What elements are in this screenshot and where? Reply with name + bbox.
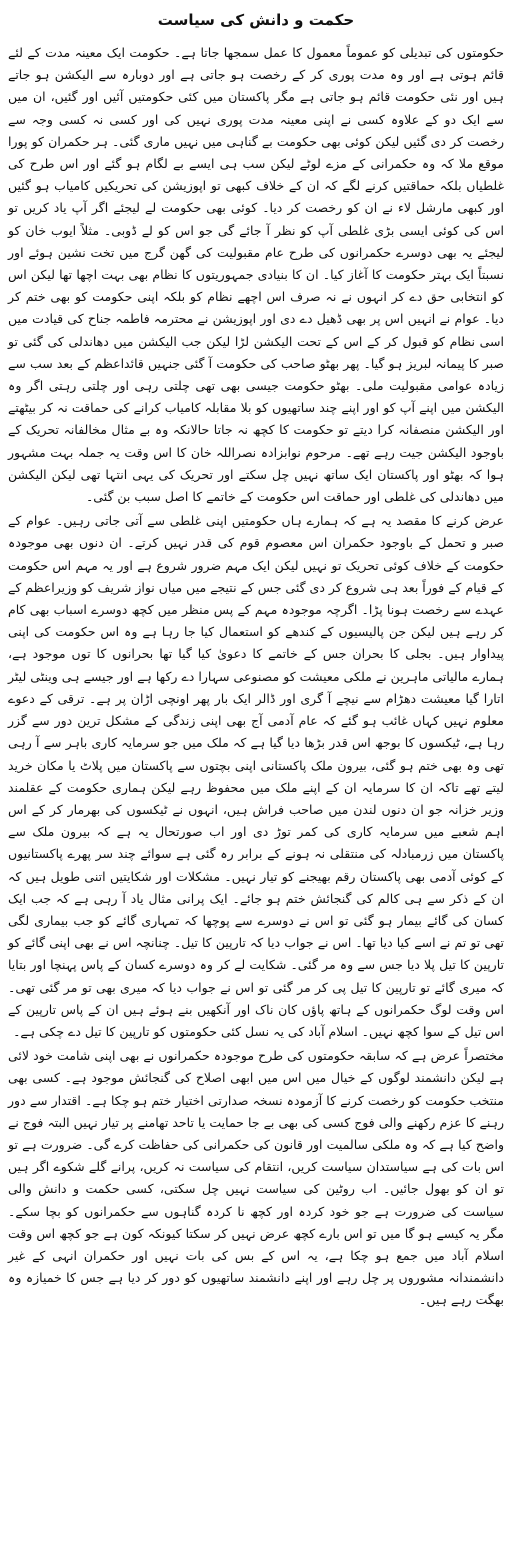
- article-paragraph-3: مختصراً عرض ہے کہ سابقہ حکومتوں کی طرح موجودہ حکمرانوں نے بھی اپنی شامت خود لائی ہے لیکن دانشمند لوگوں کے خیال میں اس میں ابھی اصلاح کی گنجائش موجود ہے۔ کسی بھی منتخب حکومت کو رخصت کرنے کا آزمودہ نسخہ صدارتی اختیار ختم ہو چکا ہے۔ اقتدار سے دور رہنے کا عزم رکھنے والی فوج کسی کی بھی بے جا حمایت یا تاحد تھامنے پر تیار نہیں البتہ فوج نے واضح کیا ہے کہ وہ ملکی سالمیت اور قانون کی حکمرانی کی حفاظت کرے گی۔ ضرورت ہے تو اس بات کی ہے سیاستدان سیاست کریں، انتقام کی سیاست نہ کریں، پرانے گلے شکوے اگر ہیں تو ان کو بھول جائیں۔ اب روٹین کی سیاست نہیں چل سکتی، کسی حکمت و دانش والی سیاست کی ضرورت ہے جو خود کردہ اور کچھ نا کردہ گناہوں سے حکمرانوں کو بچا سکے۔ مگر یہ کیسے ہو گا میں تو اس بارے کچھ عرض نہیں کر سکتا کیونکہ کون ہے جو کچھ اس وقت اسلام آباد میں جمع ہو چکا ہے، یہ اس کے بس کی بات نہیں اور حکمران انہی کے غیر دانشمندانہ مشوروں پر چل رہے اور اپنے دانشمند ساتھیوں کو دور کر دیا ہے جس کا خمیازہ وہ بھگت رہے ہیں۔: [8, 1048, 504, 1308]
- article-title: حکمت و دانش کی سیاست: [157, 11, 355, 29]
- article-body: [8, 42, 504, 1312]
- article-paragraph-2: عرض کرنے کا مقصد یہ ہے کہ ہمارے ہاں حکومتیں اپنی غلطی سے آتی جاتی رہیں۔ عوام کے صبر و تحمل کے باوجود حکمران اس معصوم قوم کی قدر نہیں کرتے۔ ان دنوں بھی موجودہ حکومت کے خلاف کوئی تحریک تو نہیں لیکن ایک مہم ضرور شروع ہے اور یہ مہم اس حکومت کے قیام کے فوراً بعد ہی شروع کر دی گئی جس کے نتیجے میں میاں نواز شریف کو وزیراعظم کے عہدے سے رخصت ہونا پڑا۔ اگرچہ موجودہ مہم کے پس منظر میں کچھ دوسرے اسباب بھی کام کر رہے ہیں لیکن جن پالیسیوں کے کندھے کو استعمال کیا جا رہا ہے وہ اس حکومت کی اپنی پیداوار ہیں۔ بجلی کا بحران جس کے خاتمے کا دعویٰ کیا گیا تھا بحرانوں کا توں موجود ہے، ہمارے مالیاتی ماہرین نے ملکی معیشت کو مصنوعی سہارا دے رکھا ہے اور جیسے ہی وینٹی لیٹر اتارا گیا معیشت دھڑام سے نیچے آ گری اور ڈالر ایک بار پھر اونچی اڑان پر ہے۔ ترقی کے دعوے معلوم نہیں کہاں غائب ہو گئے کہ عام آدمی آج بھی اپنی زندگی کے مشکل ترین دور سے گزر رہا ہے، ٹیکسوں کا بوجھ اس قدر بڑھا دیا گیا ہے کہ ملک میں جو سرمایہ کاری باہر سے آ رہی تھی وہ بھی ختم ہو گئی، بیرون ملک پاکستانی اپنی بچتوں سے پاکستان میں پلاٹ یا مکان خرید لیتے تھے تاکہ ان کا سرمایہ ان کے اپنے ملک میں محفوظ رہے لیکن ہماری حکومت کے عقلمند وزیر خزانہ جو ان دنوں لندن میں صاحب فراش ہیں، انہوں نے ٹیکسوں کی بھرمار کر کے اس اہم شعبے میں سرمایہ کاری کی کمر توڑ دی اور اب صورتحال یہ ہے کہ بیرون ملک سے پاکستان میں زرمبادلہ کی منتقلی نہ ہونے کے برابر رہ گئی ہے سوائے چند سر پھرے پاکستانیوں کے کوئی آدمی بھی پاکستان رقم بھیجنے کو تیار نہیں۔ مشکلات اور شکایتیں اتنی طویل ہیں کہ ان کے ذکر سے ہی کالم کی گنجائش ختم ہو جائے۔ ایک پرانی مثال یاد آ رہی ہے کہ جب ایک کسان کی گائے بیمار ہو گئی تو اس نے دوسرے سے پوچھا کہ تمہاری گائے کو جب بیماری لگی تھی تو تم نے اسے کیا دیا تھا۔ اس نے جواب دیا کہ تارپین کا تیل۔ چنانچہ اس نے بھی اپنی گائے کو تارپین کا تیل پلا دیا جس سے وہ مر گئی۔ شکایت لے کر وہ دوسرے کسان کے پاس پہنچا اور بتایا کہ میری گائے تو تارپین کا تیل پی کر مر گئی تو اس نے جواب دیا کہ میری بھی تو مر گئی تھی۔ اس وقت لوگ حکمرانوں کے ہاتھ پاؤں کان ناک اور آنکھیں بنے ہوئے ہیں ان کے پاس تارپین کے اس تیل کے سوا کچھ نہیں۔ اسلام آباد کی یہ نسل کئی حکومتوں کو تارپین کا تیل دے چکی ہے۔: [8, 513, 504, 1039]
- article-paragraph-1: حکومتوں کی تبدیلی کو عموماً معمول کا عمل سمجھا جاتا ہے۔ حکومت ایک معینہ مدت کے لئے قائم ہوتی ہے اور وہ مدت پوری کر کے رخصت ہو جاتی ہے اور دوبارہ سے الیکشن ہو جاتے ہیں اور نئی حکومت قائم ہو جاتی ہے مگر پاکستان میں کئی حکومتیں آئیں اور گئیں، ان میں سے ایک دو کے علاوہ کسی نے اپنی معینہ مدت پوری نہیں کی اور کسی نہ کسی وجہ سے رخصت کر دی گئیں لیکن کوئی بھی حکومت بے گناہی میں نہیں ماری گئی۔ ہر حکمران کو پورا موقع ملا کہ وہ حکمرانی کے مزے لوٹے لیکن سب ہی ایسے بے لگام ہو گئے اور اس طرح کی غلطیاں بلکہ حماقتیں کرنے لگے کہ ان کے خلاف کبھی تو اپوزیشن کی تحریکیں کامیاب ہو گئیں اور کبھی مارشل لاء نے ان کو رخصت کر دیا۔ کوئی بھی حکومت لے لیجئے اگر آپ یاد کریں تو اس کی کوئی ایسی بڑی غلطی آپ کو نظر آ جائے گی جو اس کو لے ڈوبی۔ مثلاً ایوب خان کو لیجئے یہ بھی دوسرے حکمرانوں کی طرح عام مقبولیت کی گھن گرج میں تخت نشین ہوئے اور نسبتاً ایک بہتر حکومت کا آغاز کیا۔ ان کا بنیادی جمہوریتوں کا نظام بھی بہت اچھا تھا لیکن اس کو انتخابی حق دے کر انہوں نے نہ صرف اس اچھے نظام کو بلکہ اپنی حکومت کو بھی ختم کر دیا۔ عوام نے انہیں اس پر بھی ڈھیل دے دی اور اپوزیشن نے محترمہ فاطمہ جناح کی قیادت میں اسی نظام کو قبول کر کے اس کے تحت الیکشن لڑا لیکن جب الیکشن میں دھاندلی کی گئی تو صبر کا پیمانہ لبریز ہو گیا۔ پھر بھٹو صاحب کی حکومت آ گئی جنہیں قائداعظم کے بعد سب سے زیادہ عوامی مقبولیت ملی۔ بھٹو حکومت جیسی بھی تھی چلتی رہی اور چلتی رہتی اگر وہ الیکشن میں اپنے آپ کو اور اپنے چند ساتھیوں کو بلا مقابلہ کامیاب کرانے کی حماقت نہ کر بیٹھتے اور الیکشن منصفانہ کرا دیتے تو حکومت کا کچھ نہ جاتا حالانکہ وہ بے مثال مخالفانہ تحریک کے باوجود الیکشن جیت رہے تھے۔ مرحوم نوابزادہ نصراللہ خان کا اس وقت یہ جملہ بہت مشہور ہوا کہ بھٹو اور پاکستان ایک ساتھ نہیں چل سکتے اور تحریک کی یہی انتہا تھی لیکن الیکشن میں دھاندلی کی غلطی اور حماقت اس حکومت کے خاتمے کا اصل سبب بن گئی۔: [8, 45, 504, 505]
